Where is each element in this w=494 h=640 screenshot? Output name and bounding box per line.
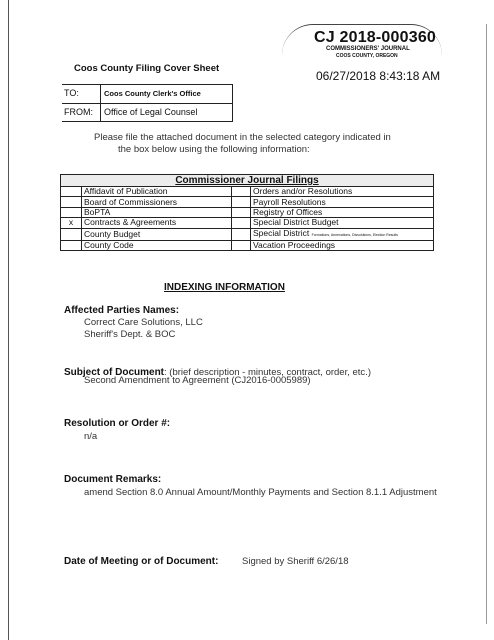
instructions-line-1: Please file the attached document in the selected category indicated in [94,132,391,143]
filing-row [61,207,434,217]
filing-category-right [251,228,434,240]
from-label: FROM: [64,107,93,117]
filing-checkbox-left-text: x [68,217,74,228]
journal-name: COMMISSIONERS' JOURNAL [326,46,410,52]
affected-parties-label: Affected Parties Names: [64,305,180,316]
filing-row [61,197,434,207]
page-title: Coos County Filing Cover Sheet [74,63,220,74]
filing-row [61,218,434,228]
filing-checkbox-left[interactable] [61,197,82,207]
filing-checkbox-left[interactable] [61,228,82,240]
journal-number: CJ 2018-000360 [314,29,437,46]
special-district-note: Formations, Annexations, Dissolutions, Election Results [311,232,398,237]
filing-category-left-text: County Budget [84,228,141,239]
filing-checkbox-left[interactable] [61,218,82,228]
filings-table-header: Commissioner Journal Filings [61,175,434,187]
filing-checkbox-left[interactable] [61,240,82,250]
filing-category-left [82,187,232,197]
affected-party: Correct Care Solutions, LLC [84,317,203,328]
filing-category-left-text: BoPTA [84,206,111,217]
to-from-box [62,84,233,122]
filing-row [61,228,434,240]
subject-value: Second Amendment to Agreement (CJ2016-0005989) [84,375,311,386]
indexing-title: INDEXING INFORMATION [164,282,285,293]
to-row [62,85,232,103]
instructions-line-2: the box below using the following information: [118,144,310,155]
filing-category-left-text: Board of Commissioners [84,196,178,207]
filing-checkbox-right[interactable] [232,228,251,240]
filings-table [60,174,434,251]
filing-category-left [82,228,232,240]
journal-datetime: 06/27/2018 8:43:18 AM [316,69,441,83]
filing-category-right [251,197,434,207]
filing-checkbox-right[interactable] [232,240,251,250]
filing-category-left-text: County Code [84,239,134,250]
filing-category-left [82,240,232,250]
filing-category-left-text: Contracts & Agreements [84,217,177,228]
from-value: Office of Legal Counsel [104,107,198,117]
filing-category-right [251,207,434,217]
to-label: TO: [64,88,79,98]
subject-label: Subject of Document [64,367,165,378]
filing-checkbox-right[interactable] [232,187,251,197]
filing-category-right-text: Special District Budget [253,217,339,228]
filing-category-left-text: Affidavit of Publication [84,186,168,197]
filing-checkbox-left[interactable] [61,207,82,217]
filing-category-right-text: Vacation Proceedings [253,239,336,250]
filing-category-right-text: Payroll Resolutions [253,196,326,207]
filing-category-right [251,187,434,197]
to-value: Coos County Clerk's Office [104,89,201,98]
affected-party: Sheriff's Dept. & BOC [84,329,176,340]
filing-category-right-text: Orders and/or Resolutions [253,186,353,197]
filing-category-left [82,207,232,217]
from-row [62,103,232,122]
subject-hint: : (brief description - minutes, contract, order, etc.) [164,367,371,378]
filing-category-left [82,218,232,228]
remarks-label: Document Remarks: [64,474,162,485]
filing-category-left [82,197,232,207]
filing-checkbox-right[interactable] [232,218,251,228]
filing-checkbox-left[interactable] [61,187,82,197]
resolution-value: n/a [84,431,98,442]
remarks-value: amend Section 8.0 Annual Amount/Monthly Payments and Section 8.1.1 Adjustment [84,487,437,498]
resolution-label: Resolution or Order #: [64,418,171,429]
filing-category-right [251,240,434,250]
filing-row [61,187,434,197]
meeting-date-label: Date of Meeting or of Document: [64,556,219,567]
filing-category-right-text: Registry of Offices [253,206,323,217]
filing-row [61,240,434,250]
filing-category-right [251,218,434,228]
journal-county: COOS COUNTY, OREGON [336,53,398,59]
meeting-date-value: Signed by Sheriff 6/26/18 [242,556,349,567]
scan-edge-line [486,24,487,624]
filing-checkbox-right[interactable] [232,207,251,217]
filing-category-right-text: Special District [253,227,310,238]
filing-checkbox-right[interactable] [232,197,251,207]
scan-edge-line [8,0,9,640]
